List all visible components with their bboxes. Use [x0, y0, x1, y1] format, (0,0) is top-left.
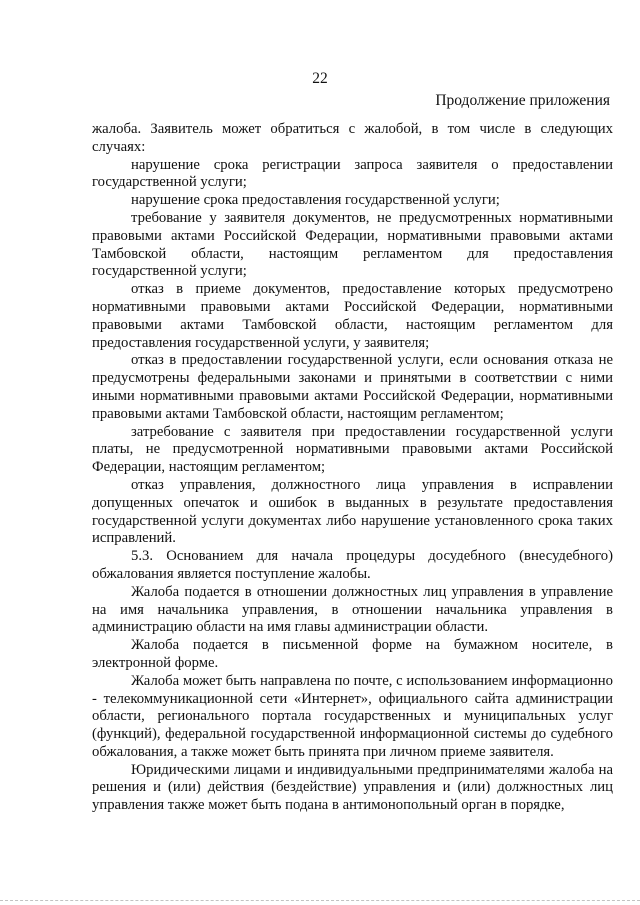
paragraph-correction-refusal: отказ управления, должностного лица управления в исправлении допущенных опечаток и ошибок в выданных в результате предоставления государственной услуги документах либо нарушение установленного срока таких исправлений. [92, 476, 613, 547]
paragraph-document-refusal: отказ в приеме документов, предоставление которых предусмотрено нормативными правовыми актами Российской Федерации, нормативными правовыми актами Тамбовской области, настоящим регламентом для предоставления государственной услуги, у заявителя; [92, 281, 613, 351]
paragraph-complaint-form: Жалоба подается в письменной форме на бумажном носителе, в электронной форме. [92, 637, 613, 671]
paragraph-complaint-channels: Жалоба может быть направлена по почте, с использованием информационно - телекоммуникационной сети «Интернет», официального сайта администрации области, регионального портала государственных и муниципальных услуг (функций), федеральной государственной информационной системы до судебного обжалования, а также может быть принята при личном приеме заявителя. [92, 672, 613, 760]
paragraph-section-5-3: 5.3. Основанием для начала процедуры досудебного (внесудебного) обжалования является поступление жалобы. [92, 548, 613, 582]
scan-edge-line [0, 900, 640, 903]
paragraph-complaint-addressee: Жалоба подается в отношении должностных лиц управления в управление на имя начальника управления, в отношении начальника управления в администрацию области на имя главы администрации области. [92, 583, 613, 636]
paragraph-complaint-intro: жалоба. Заявитель может обратиться с жалобой, в том числе в следующих случаях: [92, 121, 613, 155]
paragraph-service-delay: нарушение срока предоставления государственной услуги; [131, 192, 500, 209]
paragraph-extra-documents: требование у заявителя документов, не предусмотренных нормативными правовыми актами Российской Федерации, нормативными правовыми актами Тамбовской области, настоящим регламентом для предоставления государственной услуги; [92, 209, 613, 280]
paragraph-registration-delay: нарушение срока регистрации запроса заявителя о предоставлении государственной услуги; [92, 156, 613, 191]
paragraph-unlawful-fee: затребование с заявителя при предоставлении государственной услуги платы, не предусмотренной нормативными правовыми актами Российской Федерации, настоящим регламентом; [92, 423, 613, 476]
paragraph-antimonopoly: Юридическими лицами и индивидуальными предпринимателями жалоба на решения и (или) действия (бездействие) управления и (или) должностных лиц управления также может быть подана в антимонопольный орган в порядке, [92, 761, 613, 814]
page-number: 22 [312, 70, 328, 87]
continuation-header: Продолжение приложения [435, 92, 610, 109]
paragraph-service-refusal: отказ в предоставлении государственной услуги, если основания отказа не предусмотрены федеральными законами и принятыми в соответствии с ними иными нормативными правовыми актами Российской Федерации, нормативными правовыми актами Тамбовской области, настоящим регламентом; [92, 352, 613, 422]
document-body [92, 121, 613, 815]
